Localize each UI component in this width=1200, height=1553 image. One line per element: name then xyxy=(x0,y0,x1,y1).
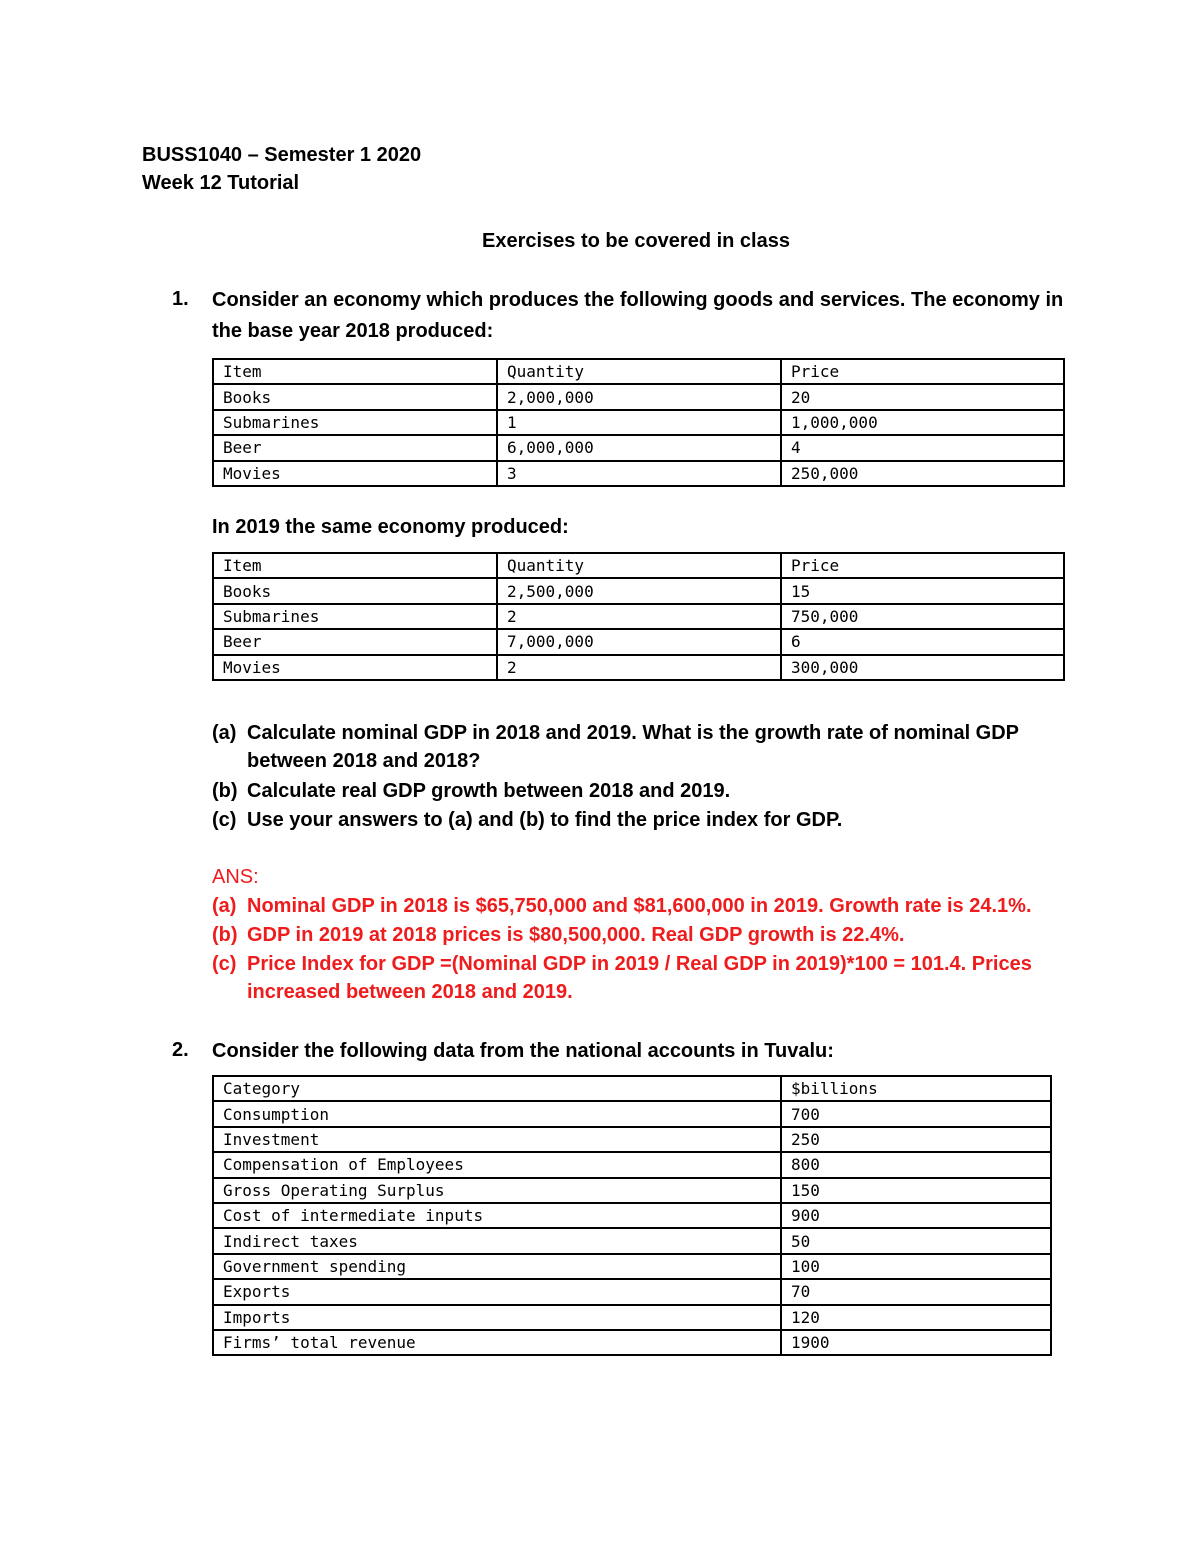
table-cell: 20 xyxy=(781,384,1064,409)
question-1-number: 1. xyxy=(172,288,189,310)
table-cell: 15 xyxy=(781,578,1064,603)
header-cell: Item xyxy=(213,359,497,384)
table-cell: 700 xyxy=(781,1101,1051,1126)
answer-a-label: (a) xyxy=(212,895,237,917)
table-row xyxy=(213,1254,1051,1279)
table-cell: Imports xyxy=(213,1305,781,1330)
header-cell: Price xyxy=(781,359,1064,384)
table-cell: Exports xyxy=(213,1279,781,1304)
table-cell: 1,000,000 xyxy=(781,410,1064,435)
answer-b-label: (b) xyxy=(212,924,238,946)
table-row xyxy=(213,1305,1051,1330)
table-cell: Beer xyxy=(213,435,497,460)
part-a-label: (a) xyxy=(212,722,237,744)
table-cell: 7,000,000 xyxy=(497,629,781,654)
table-cell: 2,000,000 xyxy=(497,384,781,409)
table-cell: 3 xyxy=(497,461,781,486)
table-cell: Investment xyxy=(213,1127,781,1152)
table-header-row xyxy=(213,553,1064,578)
header-cell: Quantity xyxy=(497,359,781,384)
table-row xyxy=(213,1330,1051,1355)
table-row xyxy=(213,1203,1051,1228)
header-cell: Category xyxy=(213,1076,781,1101)
table-cell: Submarines xyxy=(213,604,497,629)
table-cell: Consumption xyxy=(213,1101,781,1126)
table-row xyxy=(213,461,1064,486)
table-cell: 900 xyxy=(781,1203,1051,1228)
table-cell: 50 xyxy=(781,1228,1051,1253)
table-cell: 250 xyxy=(781,1127,1051,1152)
table-cell: 6,000,000 xyxy=(497,435,781,460)
subtitle-2019: In 2019 the same economy produced: xyxy=(212,516,569,538)
table-row xyxy=(213,578,1064,603)
table-row xyxy=(213,1152,1051,1177)
table-cell: Movies xyxy=(213,655,497,680)
table-cell: 250,000 xyxy=(781,461,1064,486)
table-cell: Gross Operating Surplus xyxy=(213,1178,781,1203)
table-cell: Submarines xyxy=(213,410,497,435)
part-b-label: (b) xyxy=(212,780,238,802)
table-row xyxy=(213,1178,1051,1203)
table-cell: Beer xyxy=(213,629,497,654)
part-b-text: Calculate real GDP growth between 2018 and 2019. xyxy=(247,780,731,802)
answer-c-label: (c) xyxy=(212,953,237,975)
answer-c-text-line2: increased between 2018 and 2019. xyxy=(247,981,573,1003)
table-cell: Books xyxy=(213,384,497,409)
table-row xyxy=(213,655,1064,680)
table-cell: 2 xyxy=(497,655,781,680)
table-cell: 750,000 xyxy=(781,604,1064,629)
table-cell: 4 xyxy=(781,435,1064,460)
table-cell: Compensation of Employees xyxy=(213,1152,781,1177)
table-row xyxy=(213,384,1064,409)
answer-b-text: GDP in 2019 at 2018 prices is $80,500,000. Real GDP growth is 22.4%. xyxy=(247,924,905,946)
header-cell: Quantity xyxy=(497,553,781,578)
table-row xyxy=(213,629,1064,654)
answer-a-text: Nominal GDP in 2018 is $65,750,000 and $81,600,000 in 2019. Growth rate is 24.1%. xyxy=(247,895,1032,917)
table-cell: 800 xyxy=(781,1152,1051,1177)
table-cell: 100 xyxy=(781,1254,1051,1279)
table-row xyxy=(213,1228,1051,1253)
answer-heading: ANS: xyxy=(212,866,259,888)
table-row xyxy=(213,1127,1051,1152)
table-cell: 2,500,000 xyxy=(497,578,781,603)
section-title: Exercises to be covered in class xyxy=(482,230,790,252)
header-cell: Item xyxy=(213,553,497,578)
table-cell: 300,000 xyxy=(781,655,1064,680)
table-cell: 6 xyxy=(781,629,1064,654)
week-header: Week 12 Tutorial xyxy=(142,172,300,194)
answer-c-text-line1: Price Index for GDP =(Nominal GDP in 2019 / Real GDP in 2019)*100 = 101.4. Prices xyxy=(247,953,1032,975)
header-cell: $billions xyxy=(781,1076,1051,1101)
table-row xyxy=(213,435,1064,460)
part-c-text: Use your answers to (a) and (b) to find the price index for GDP. xyxy=(247,809,843,831)
table-cell: Indirect taxes xyxy=(213,1228,781,1253)
part-c-label: (c) xyxy=(212,809,237,831)
table-cell: 150 xyxy=(781,1178,1051,1203)
table-row xyxy=(213,604,1064,629)
table-cell: Movies xyxy=(213,461,497,486)
table-row xyxy=(213,1279,1051,1304)
question-1-intro-line2: the base year 2018 produced: xyxy=(212,320,494,342)
table-header-row xyxy=(213,1076,1051,1101)
table-cell: Government spending xyxy=(213,1254,781,1279)
part-a-text-line1: Calculate nominal GDP in 2018 and 2019. What is the growth rate of nominal GDP xyxy=(247,722,1020,744)
table-cell: 1900 xyxy=(781,1330,1051,1355)
table-2019-production xyxy=(212,552,1065,681)
table-cell: 2 xyxy=(497,604,781,629)
question-2-intro: Consider the following data from the national accounts in Tuvalu: xyxy=(212,1040,834,1062)
table-cell: Cost of intermediate inputs xyxy=(213,1203,781,1228)
table-cell: 120 xyxy=(781,1305,1051,1330)
table-cell: Books xyxy=(213,578,497,603)
header-cell: Price xyxy=(781,553,1064,578)
table-national-accounts xyxy=(212,1075,1052,1356)
table-cell: 1 xyxy=(497,410,781,435)
table-row xyxy=(213,410,1064,435)
question-2-number: 2. xyxy=(172,1039,189,1061)
part-a-text-line2: between 2018 and 2018? xyxy=(247,750,481,772)
table-cell: Firms’ total revenue xyxy=(213,1330,781,1355)
table-cell: 70 xyxy=(781,1279,1051,1304)
table-row xyxy=(213,1101,1051,1126)
question-1-intro-line1: Consider an economy which produces the following goods and services. The economy in xyxy=(212,289,1064,311)
course-header: BUSS1040 – Semester 1 2020 xyxy=(142,144,422,166)
table-2018-production xyxy=(212,358,1065,487)
table-header-row xyxy=(213,359,1064,384)
